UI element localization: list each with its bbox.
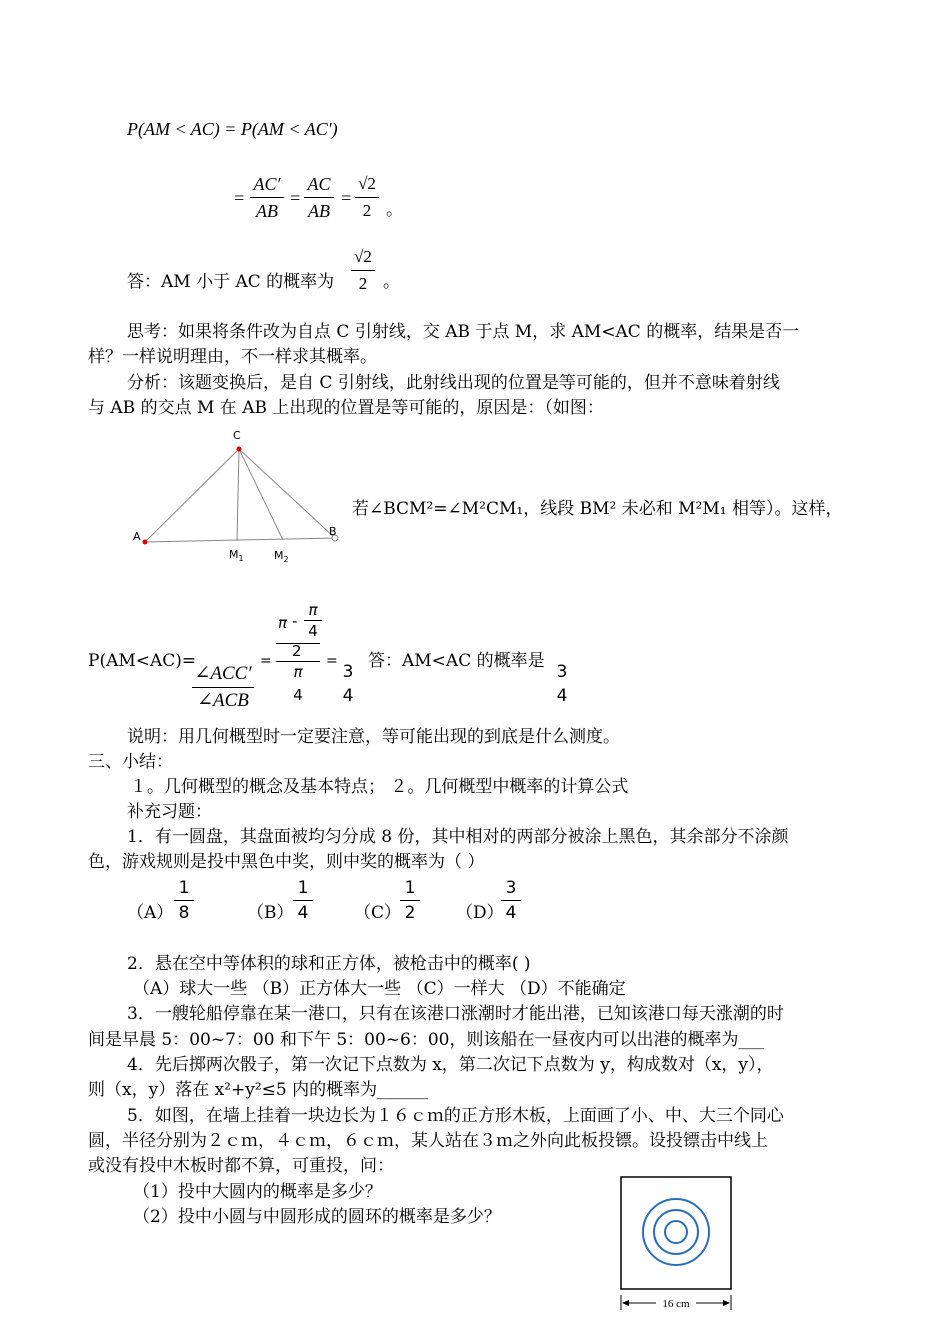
answer-2-fraction <box>552 660 572 708</box>
denominator: 4 <box>293 686 303 704</box>
note: 说明：用几何概型时一定要注意，等可能出现的到底是什么测度。 <box>127 727 620 747</box>
denominator: 4 <box>505 903 517 923</box>
dartboard-figure <box>612 1170 742 1315</box>
p-am-ac-label: P(AM<AC)= <box>88 651 197 671</box>
q1-option-b-fraction <box>293 876 313 925</box>
q4-line-1: 4．先后掷两次骰子，第一次记下点数为 x，第二次记下点数为 y，构成数对（x，y）， <box>127 1055 774 1075</box>
numerator: π <box>293 663 303 681</box>
answer-1-text: 答：AM 小于 AC 的概率为 <box>127 272 335 292</box>
q5-sub-2: （2）投中小圆与中圆形成的圆环的概率是多少？ <box>133 1207 501 1227</box>
think-line-2: 样？一样说明理由，不一样求其概率。 <box>88 347 377 367</box>
q4-line-2: 则（x，y）落在 x²+y²≤5 内的概率为______ <box>88 1080 429 1100</box>
equals-sign: = <box>260 653 272 669</box>
summary-line: １。几何概型的概念及基本特点； ２。几何概型中概率的计算公式 <box>130 777 629 797</box>
period: 。 <box>383 272 400 292</box>
triangle-figure <box>125 425 355 570</box>
numerator: 3 <box>556 662 568 682</box>
numerator: 1 <box>297 878 309 898</box>
label-m2: $M_2$ <box>274 549 289 564</box>
q1-option-a-fraction <box>174 876 194 925</box>
q3-line-2: 间是早晨 5：00~7：00 和下午 5：00~6：00，则该船在一昼夜内可以出港的概率为___ <box>88 1030 764 1050</box>
label-b: B <box>329 525 337 538</box>
label-c: C <box>233 429 241 442</box>
q1-option-a-label: （A） <box>127 903 174 923</box>
point-c <box>237 447 242 452</box>
numerator: AC′ <box>253 174 281 194</box>
numerator: 1 <box>404 878 416 898</box>
denominator: AB <box>256 201 278 221</box>
fraction-root2-over-2 <box>353 171 381 224</box>
point-a <box>143 540 148 545</box>
denominator: 4 <box>297 903 309 923</box>
label-a: A <box>133 530 141 543</box>
numerator: √2 <box>354 247 372 266</box>
equals-sign: = <box>233 188 246 208</box>
square-board <box>621 1177 731 1289</box>
summary-title: 三、小结： <box>88 752 173 772</box>
denominator: 2 <box>404 903 416 923</box>
figure-note: 若∠BCM²=∠M²CM₁，线段 BM² 未必和 M²M₁ 相等）。这样， <box>352 499 843 519</box>
label-m1: $M_1$ <box>229 548 244 563</box>
denominator: 4 <box>342 686 354 706</box>
period: 。 <box>386 200 403 220</box>
answer-2-text: 答：AM<AC 的概率是 <box>368 651 545 671</box>
q1-option-d-label: （D） <box>456 903 504 923</box>
answer-1-fraction <box>349 244 377 297</box>
denominator: 2 <box>362 201 372 220</box>
numerator: π <box>308 601 318 619</box>
q1-line-1: 1．有一圆盘，其盘面被均匀分成 8 份，其中相对的两部分被涂上黑色，其余部分不涂颜 <box>127 827 789 847</box>
equals-sign-2: = <box>326 653 338 669</box>
q3-line-1: 3．一艘轮船停靠在某一港口，只有在该港口涨潮时才能出港，已知该港口每天涨潮的时 <box>127 1004 784 1024</box>
equation-probability-lhs: P(AM < AC) = P(AM < AC′) <box>127 119 338 139</box>
fraction-ac-prime-over-ab <box>248 171 286 224</box>
q1-option-c-fraction <box>400 876 420 925</box>
supplementary-title: 补充习题： <box>127 802 212 822</box>
q5-line-2: 圆，半径分别为２ｃｍ，４ｃｍ，６ｃｍ，某人站在３ｍ之外向此板投镖。设投镖击中线上 <box>88 1131 768 1151</box>
denominator: AB <box>308 201 330 221</box>
denominator: 8 <box>178 903 190 923</box>
analysis-line-2: 与 AB 的交点 M 在 AB 上出现的位置是等可能的，原因是：（如图： <box>88 398 604 418</box>
minus: - <box>292 612 298 630</box>
numerator: ∠ACC′ <box>194 663 252 684</box>
denominator: 4 <box>308 622 318 640</box>
numerator: √2 <box>358 174 376 193</box>
dimension-label: 16 cm <box>662 1298 690 1310</box>
fraction-ac-over-ab <box>302 171 336 224</box>
two: 2 <box>292 642 302 660</box>
denominator: 2 <box>358 274 368 293</box>
q2-options: （A）球大一些 （B）正方体大一些 （C）一样大 （D）不能确定 <box>133 979 626 999</box>
q5-line-1: 5．如图，在墙上挂着一块边长为１６ｃｍ的正方形木板，上面画了小、中、大三个同心 <box>127 1106 784 1126</box>
numerator: 1 <box>178 878 190 898</box>
analysis-line-1: 分析：该题变换后，是自 C 引射线，此射线出现的位置是等可能的，但并不意味着射线 <box>127 373 780 393</box>
q1-line-2: 色，游戏规则是投中黑色中奖，则中奖的概率为（ ） <box>88 852 485 872</box>
q1-option-d-fraction <box>501 876 521 925</box>
think-line-1: 思考：如果将条件改为自点 C 引射线，交 AB 于点 M，求 AM<AC 的概率，结果是否一 <box>127 322 800 342</box>
result-three-quarters <box>338 660 358 708</box>
q5-sub-1: （1）投中大圆内的概率是多少？ <box>133 1182 382 1202</box>
fraction-angle-acc-over-acb <box>190 661 256 714</box>
q1-option-c-label: （C） <box>354 903 402 923</box>
pi-over-4-bottom <box>288 662 308 708</box>
q5-line-3: 或没有投中木板时都不算，可重投，问： <box>88 1156 394 1176</box>
q2-line-1: 2．悬在空中等体积的球和正方体，被枪击中的概率( ) <box>127 954 531 974</box>
numerator: 3 <box>342 662 354 682</box>
denominator: ∠ACB <box>197 690 249 711</box>
numerator: AC <box>307 174 331 194</box>
denominator: 4 <box>556 686 568 706</box>
pi: π <box>278 614 288 632</box>
numerator: 3 <box>505 878 517 898</box>
q1-option-b-label: （B） <box>247 903 294 923</box>
pi-over-4 <box>304 600 322 641</box>
